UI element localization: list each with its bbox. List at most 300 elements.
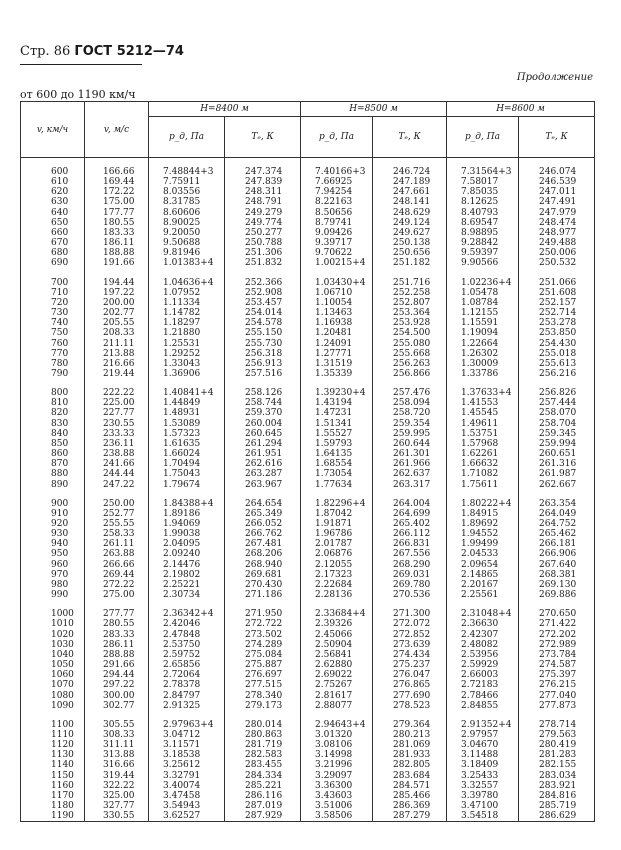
temp-8500-cell: 246.724	[373, 167, 447, 177]
speed-ms-cell: 319.44	[85, 771, 149, 781]
temp-8600-cell: 246.074	[519, 167, 595, 177]
speed-ms-cell: 252.77	[85, 509, 149, 519]
temp-8500-cell: 249.627	[373, 228, 447, 238]
temp-8500-cell: 247.661	[373, 187, 447, 197]
temp-8600-cell: 261.987	[519, 469, 595, 479]
table-row	[21, 248, 595, 258]
spacer-cell	[519, 600, 595, 609]
pressure-8500-cell: 3.51006	[301, 801, 373, 811]
table-row	[21, 398, 595, 408]
speed-kmh-cell: 1180	[21, 801, 85, 811]
temp-8600-cell: 281.283	[519, 750, 595, 760]
table-row	[21, 318, 595, 328]
temp-8500-cell: 269.780	[373, 580, 447, 590]
pressure-8500-cell: 1.96786	[301, 529, 373, 539]
speed-kmh-cell: 860	[21, 449, 85, 459]
temp-8400-cell: 268.940	[225, 560, 301, 570]
temp-8500-cell: 278.523	[373, 701, 447, 711]
pressure-8500-cell: 1.59793	[301, 439, 373, 449]
pressure-8500-cell: 3.08106	[301, 740, 373, 750]
speed-kmh-cell: 620	[21, 187, 85, 197]
pressure-8600-cell: 1.22664	[447, 339, 519, 349]
temp-8400-cell: 250.277	[225, 228, 301, 238]
speed-kmh-cell: 830	[21, 419, 85, 429]
pressure-8500-cell: 1.55527	[301, 429, 373, 439]
temp-8600-cell: 255.018	[519, 349, 595, 359]
speed-ms-cell: 219.44	[85, 369, 149, 379]
speed-kmh-cell: 870	[21, 459, 85, 469]
table-body	[21, 158, 595, 822]
speed-kmh-cell: 820	[21, 408, 85, 418]
speed-ms-cell: 286.11	[85, 640, 149, 650]
speed-kmh-cell: 1100	[21, 720, 85, 730]
pressure-8600-cell: 3.32557	[447, 781, 519, 791]
temp-8400-cell: 251.306	[225, 248, 301, 258]
speed-ms-cell: 280.55	[85, 619, 149, 629]
table-row	[21, 177, 595, 187]
pressure-8500-cell: 2.81617	[301, 691, 373, 701]
pressure-8500-cell: 8.79741	[301, 218, 373, 228]
spacer-cell	[519, 711, 595, 720]
temp-8600-cell: 276.215	[519, 680, 595, 690]
pressure-8400-cell: 2.25221	[149, 580, 225, 590]
pressure-8400-cell: 1.84388+4	[149, 499, 225, 509]
pressure-8500-cell: 1.91871	[301, 519, 373, 529]
temp-8600-cell: 263.354	[519, 499, 595, 509]
pressure-8500-cell: 2.06876	[301, 549, 373, 559]
temp-8500-cell: 255.080	[373, 339, 447, 349]
temp-8500-cell: 268.290	[373, 560, 447, 570]
speed-ms-cell: 275.00	[85, 590, 149, 600]
speed-kmh-cell: 1080	[21, 691, 85, 701]
pressure-8400-cell: 3.47458	[149, 791, 225, 801]
pressure-8600-cell: 1.99499	[447, 539, 519, 549]
speed-kmh-cell: 950	[21, 549, 85, 559]
pressure-8600-cell: 3.54518	[447, 811, 519, 822]
pressure-8500-cell: 1.68554	[301, 459, 373, 469]
table-row	[21, 419, 595, 429]
table-row	[21, 408, 595, 418]
temp-8600-cell: 258.704	[519, 419, 595, 429]
temp-8400-cell: 254.578	[225, 318, 301, 328]
table-row	[21, 298, 595, 308]
temp-8600-cell: 274.587	[519, 660, 595, 670]
group-spacer	[21, 269, 595, 278]
spacer-cell	[85, 711, 149, 720]
spacer-cell	[149, 269, 225, 278]
temp-8400-cell: 280.863	[225, 730, 301, 740]
temp-8400-cell: 259.370	[225, 408, 301, 418]
temp-8600-cell: 256.216	[519, 369, 595, 379]
speed-kmh-cell: 740	[21, 318, 85, 328]
speed-kmh-cell: 1030	[21, 640, 85, 650]
pressure-8400-cell: 1.36906	[149, 369, 225, 379]
speed-ms-cell: 325.00	[85, 791, 149, 801]
speed-kmh-cell: 630	[21, 197, 85, 207]
temp-8500-cell: 284.571	[373, 781, 447, 791]
spacer-cell	[21, 490, 85, 499]
temp-8500-cell: 251.716	[373, 278, 447, 288]
pressure-8500-cell: 1.20481	[301, 328, 373, 338]
speed-ms-cell: 197.22	[85, 288, 149, 298]
col-header-pressure: p_д, Па	[149, 117, 225, 158]
group-spacer	[21, 490, 595, 499]
speed-ms-cell: 225.00	[85, 398, 149, 408]
pressure-8500-cell: 2.33684+4	[301, 609, 373, 619]
temp-8500-cell: 283.684	[373, 771, 447, 781]
pressure-8600-cell: 8.69547	[447, 218, 519, 228]
temp-8500-cell: 260.644	[373, 439, 447, 449]
temp-8500-cell: 258.720	[373, 408, 447, 418]
pressure-8400-cell: 1.99038	[149, 529, 225, 539]
temp-8400-cell: 283.455	[225, 760, 301, 770]
temp-8400-cell: 261.951	[225, 449, 301, 459]
temp-8600-cell: 251.066	[519, 278, 595, 288]
pressure-8600-cell: 1.30009	[447, 359, 519, 369]
temp-8400-cell: 266.052	[225, 519, 301, 529]
temp-8600-cell: 266.181	[519, 539, 595, 549]
pressure-8500-cell: 1.87042	[301, 509, 373, 519]
temp-8500-cell: 262.637	[373, 469, 447, 479]
pressure-8600-cell: 1.02236+4	[447, 278, 519, 288]
temp-8500-cell: 269.031	[373, 570, 447, 580]
temp-8600-cell: 258.070	[519, 408, 595, 418]
temp-8400-cell: 267.481	[225, 539, 301, 549]
table-row	[21, 590, 595, 600]
temp-8500-cell: 257.476	[373, 388, 447, 398]
temp-8500-cell: 272.852	[373, 630, 447, 640]
table-row	[21, 740, 595, 750]
temp-8600-cell: 270.650	[519, 609, 595, 619]
speed-kmh-cell: 850	[21, 439, 85, 449]
temp-8600-cell: 265.462	[519, 529, 595, 539]
temp-8600-cell: 264.049	[519, 509, 595, 519]
pressure-8500-cell: 2.69022	[301, 670, 373, 680]
spacer-cell	[519, 269, 595, 278]
temp-8600-cell: 269.886	[519, 590, 595, 600]
spacer-cell	[519, 158, 595, 168]
temp-8500-cell: 267.556	[373, 549, 447, 559]
table-row	[21, 539, 595, 549]
temp-8600-cell: 252.714	[519, 308, 595, 318]
table-row	[21, 691, 595, 701]
table-row	[21, 208, 595, 218]
temp-8500-cell: 279.364	[373, 720, 447, 730]
altitude-header-3: H=8600 м	[447, 102, 595, 117]
temp-8600-cell: 259.994	[519, 439, 595, 449]
table-row	[21, 630, 595, 640]
col-header-temperature: Tₑ, К	[519, 117, 595, 158]
pressure-8600-cell: 1.05478	[447, 288, 519, 298]
pressure-8400-cell: 8.03556	[149, 187, 225, 197]
temp-8400-cell: 257.516	[225, 369, 301, 379]
table-row	[21, 308, 595, 318]
temp-8400-cell: 256.318	[225, 349, 301, 359]
pressure-8600-cell: 2.59929	[447, 660, 519, 670]
table-row	[21, 791, 595, 801]
speed-ms-cell: 327.77	[85, 801, 149, 811]
col-header-v-kmh: v, км/ч	[21, 102, 85, 158]
speed-ms-cell: 208.33	[85, 328, 149, 338]
temp-8600-cell: 275.397	[519, 670, 595, 680]
pressure-8500-cell: 1.47231	[301, 408, 373, 418]
temp-8600-cell: 257.444	[519, 398, 595, 408]
table-row	[21, 619, 595, 629]
temp-8400-cell: 275.084	[225, 650, 301, 660]
pressure-8400-cell: 1.79674	[149, 480, 225, 490]
pressure-8600-cell: 2.72183	[447, 680, 519, 690]
speed-ms-cell: 313.88	[85, 750, 149, 760]
pressure-8400-cell: 1.61635	[149, 439, 225, 449]
pressure-8600-cell: 2.14865	[447, 570, 519, 580]
pressure-8400-cell: 2.04095	[149, 539, 225, 549]
spacer-cell	[149, 600, 225, 609]
temp-8400-cell: 268.206	[225, 549, 301, 559]
temp-8600-cell: 278.714	[519, 720, 595, 730]
pressure-8600-cell: 1.75611	[447, 480, 519, 490]
temp-8600-cell: 247.011	[519, 187, 595, 197]
speed-kmh-cell: 780	[21, 359, 85, 369]
pressure-8500-cell: 7.66925	[301, 177, 373, 187]
spacer-cell	[225, 158, 301, 168]
pressure-8400-cell: 2.19802	[149, 570, 225, 580]
spacer-cell	[447, 490, 519, 499]
pressure-8400-cell: 9.50688	[149, 238, 225, 248]
pressure-8500-cell: 2.39326	[301, 619, 373, 629]
group-spacer	[21, 711, 595, 720]
table-row	[21, 328, 595, 338]
speed-kmh-cell: 660	[21, 228, 85, 238]
speed-ms-cell: 194.44	[85, 278, 149, 288]
pressure-8600-cell: 1.08784	[447, 298, 519, 308]
table-row	[21, 730, 595, 740]
table-row	[21, 760, 595, 770]
spacer-cell	[447, 600, 519, 609]
speed-kmh-cell: 710	[21, 288, 85, 298]
temp-8500-cell: 280.213	[373, 730, 447, 740]
table-row	[21, 580, 595, 590]
speed-kmh-cell: 910	[21, 509, 85, 519]
table-row	[21, 439, 595, 449]
pressure-8400-cell: 7.48844+3	[149, 167, 225, 177]
speed-ms-cell: 172.22	[85, 187, 149, 197]
table-row	[21, 459, 595, 469]
pressure-8400-cell: 2.65856	[149, 660, 225, 670]
pressure-8600-cell: 2.04533	[447, 549, 519, 559]
pressure-8600-cell: 3.39780	[447, 791, 519, 801]
pressure-8500-cell: 8.50656	[301, 208, 373, 218]
temp-8600-cell: 273.784	[519, 650, 595, 660]
temp-8600-cell: 247.491	[519, 197, 595, 207]
col-header-temperature: Tₑ, К	[373, 117, 447, 158]
temp-8600-cell: 259.345	[519, 429, 595, 439]
spacer-cell	[85, 490, 149, 499]
speed-kmh-cell: 840	[21, 429, 85, 439]
speed-ms-cell: 250.00	[85, 499, 149, 509]
table-row	[21, 349, 595, 359]
table-row	[21, 549, 595, 559]
pressure-8600-cell: 8.40793	[447, 208, 519, 218]
speed-kmh-cell: 700	[21, 278, 85, 288]
spacer-cell	[373, 490, 447, 499]
temp-8500-cell: 271.300	[373, 609, 447, 619]
temp-8400-cell: 251.832	[225, 258, 301, 268]
temp-8600-cell: 256.826	[519, 388, 595, 398]
pressure-8500-cell: 9.39717	[301, 238, 373, 248]
spacer-cell	[447, 269, 519, 278]
pressure-8500-cell: 9.70622	[301, 248, 373, 258]
spacer-cell	[85, 379, 149, 388]
speed-ms-cell: 238.88	[85, 449, 149, 459]
pressure-8400-cell: 1.48931	[149, 408, 225, 418]
speed-kmh-cell: 900	[21, 499, 85, 509]
temp-8400-cell: 280.014	[225, 720, 301, 730]
pressure-8500-cell: 1.24091	[301, 339, 373, 349]
pressure-8500-cell: 1.35339	[301, 369, 373, 379]
speed-kmh-cell: 750	[21, 328, 85, 338]
temp-8500-cell: 270.536	[373, 590, 447, 600]
spacer-cell	[519, 490, 595, 499]
pressure-8400-cell: 1.40841+4	[149, 388, 225, 398]
temp-8400-cell: 260.004	[225, 419, 301, 429]
pressure-8400-cell: 2.59752	[149, 650, 225, 660]
speed-kmh-cell: 1110	[21, 730, 85, 740]
pressure-8500-cell: 2.22684	[301, 580, 373, 590]
spacer-cell	[21, 600, 85, 609]
pressure-8600-cell: 9.28842	[447, 238, 519, 248]
table-row	[21, 480, 595, 490]
pressure-8400-cell: 2.36342+4	[149, 609, 225, 619]
pressure-8500-cell: 2.12055	[301, 560, 373, 570]
pressure-8500-cell: 1.06710	[301, 288, 373, 298]
table-row	[21, 519, 595, 529]
speed-ms-cell: 230.55	[85, 419, 149, 429]
speed-ms-cell: 211.11	[85, 339, 149, 349]
pressure-8400-cell: 2.97963+4	[149, 720, 225, 730]
temp-8400-cell: 273.502	[225, 630, 301, 640]
pressure-8600-cell: 1.12155	[447, 308, 519, 318]
pressure-8400-cell: 1.33043	[149, 359, 225, 369]
pressure-8600-cell: 2.09654	[447, 560, 519, 570]
table-row	[21, 499, 595, 509]
table-row	[21, 218, 595, 228]
group-spacer	[21, 158, 595, 168]
pressure-8400-cell: 1.11334	[149, 298, 225, 308]
pressure-8600-cell: 1.33786	[447, 369, 519, 379]
pressure-8400-cell: 1.75043	[149, 469, 225, 479]
speed-ms-cell: 322.22	[85, 781, 149, 791]
speed-ms-cell: 180.55	[85, 218, 149, 228]
page-number: Стр. 86	[20, 44, 71, 59]
temp-8500-cell: 250.656	[373, 248, 447, 258]
table-row	[21, 369, 595, 379]
speed-ms-cell: 175.00	[85, 197, 149, 207]
pressure-8600-cell: 3.04670	[447, 740, 519, 750]
speed-ms-cell: 311.11	[85, 740, 149, 750]
table-row	[21, 781, 595, 791]
speed-kmh-cell: 920	[21, 519, 85, 529]
pressure-8400-cell: 3.32791	[149, 771, 225, 781]
pressure-8400-cell: 2.84797	[149, 691, 225, 701]
pressure-8400-cell: 2.78378	[149, 680, 225, 690]
temp-8500-cell: 255.668	[373, 349, 447, 359]
pressure-8500-cell: 1.00215+4	[301, 258, 373, 268]
table-row	[21, 609, 595, 619]
pressure-8500-cell: 1.64135	[301, 449, 373, 459]
pressure-8600-cell: 1.49611	[447, 419, 519, 429]
temp-8400-cell: 255.730	[225, 339, 301, 349]
speed-ms-cell: 316.66	[85, 760, 149, 770]
speed-kmh-cell: 980	[21, 580, 85, 590]
temp-8500-cell: 249.124	[373, 218, 447, 228]
speed-kmh-cell: 930	[21, 529, 85, 539]
pressure-8400-cell: 1.66024	[149, 449, 225, 459]
temp-8500-cell: 252.258	[373, 288, 447, 298]
speed-ms-cell: 261.11	[85, 539, 149, 549]
temp-8500-cell: 276.047	[373, 670, 447, 680]
table-row	[21, 801, 595, 811]
spacer-cell	[301, 490, 373, 499]
speed-kmh-cell: 1160	[21, 781, 85, 791]
temp-8500-cell: 285.466	[373, 791, 447, 801]
temp-8400-cell: 248.791	[225, 197, 301, 207]
pressure-8500-cell: 1.13463	[301, 308, 373, 318]
table-row	[21, 771, 595, 781]
speed-kmh-cell: 650	[21, 218, 85, 228]
pressure-8400-cell: 1.14782	[149, 308, 225, 318]
speed-ms-cell: 263.88	[85, 549, 149, 559]
temp-8600-cell: 271.422	[519, 619, 595, 629]
speed-kmh-cell: 690	[21, 258, 85, 268]
pressure-8400-cell: 8.60606	[149, 208, 225, 218]
spacer-cell	[447, 158, 519, 168]
temp-8600-cell: 264.752	[519, 519, 595, 529]
table-row	[21, 167, 595, 177]
pressure-8500-cell: 2.01787	[301, 539, 373, 549]
table-row	[21, 560, 595, 570]
spacer-cell	[21, 379, 85, 388]
pressure-8600-cell: 3.47100	[447, 801, 519, 811]
altitude-header-1: H=8400 м	[149, 102, 301, 117]
speed-kmh-cell: 970	[21, 570, 85, 580]
speed-ms-cell: 227.77	[85, 408, 149, 418]
speed-ms-cell: 291.66	[85, 660, 149, 670]
spacer-cell	[85, 600, 149, 609]
pressure-8400-cell: 8.90025	[149, 218, 225, 228]
temp-8400-cell: 253.457	[225, 298, 301, 308]
speed-kmh-cell: 610	[21, 177, 85, 187]
pressure-8500-cell: 1.39230+4	[301, 388, 373, 398]
temp-8400-cell: 263.967	[225, 480, 301, 490]
header-rule	[20, 64, 142, 65]
spacer-cell	[21, 158, 85, 168]
spacer-cell	[301, 158, 373, 168]
pressure-8400-cell: 9.20050	[149, 228, 225, 238]
temp-8600-cell: 279.563	[519, 730, 595, 740]
table-row	[21, 288, 595, 298]
pressure-8600-cell: 2.78466	[447, 691, 519, 701]
pressure-8600-cell: 2.66003	[447, 670, 519, 680]
temp-8600-cell: 260.651	[519, 449, 595, 459]
table-row	[21, 359, 595, 369]
speed-kmh-cell: 960	[21, 560, 85, 570]
speed-ms-cell: 269.44	[85, 570, 149, 580]
table-row	[21, 750, 595, 760]
pressure-8400-cell: 2.14476	[149, 560, 225, 570]
temp-8600-cell: 262.667	[519, 480, 595, 490]
pressure-8600-cell: 2.91352+4	[447, 720, 519, 730]
pressure-8400-cell: 8.31785	[149, 197, 225, 207]
